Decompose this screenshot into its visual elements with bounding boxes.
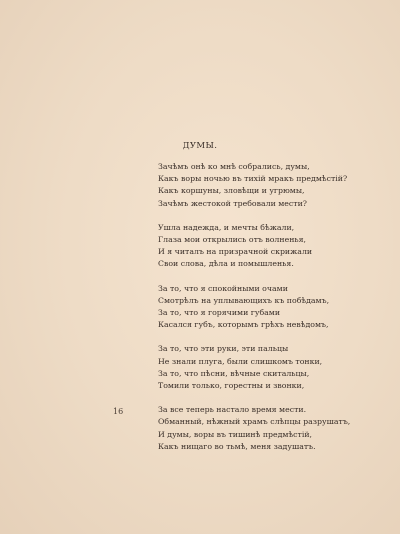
poem-line: Какъ коршуны, зловѣщи и угрюмы, [158, 186, 305, 196]
stanza-2 [158, 222, 388, 271]
stanza-3 [158, 283, 388, 332]
poem-line: И я читалъ на призрачной скрижали [158, 247, 313, 257]
poem-body [158, 161, 388, 453]
poem-line: Смотрѣлъ на уплывающихъ къ побѣдамъ, [158, 295, 330, 305]
poem-line: За то, что я горячими губами [158, 308, 281, 318]
stanza-4 [158, 343, 388, 392]
poem-line: Касался губъ, которымъ грѣхъ невѣдомъ, [158, 320, 329, 330]
poem-line: За то, что эти руки, эти пальцы [158, 344, 289, 354]
poem-line: Какъ воры ночью въ тихій мракъ предмѣстій? [158, 174, 348, 184]
poem-line: Какъ нищаго во тьмѣ, меня задушатъ. [158, 441, 316, 451]
poem-line: Обманный, нѣжный храмъ слѣпцы разрушатъ, [158, 417, 351, 427]
page-number: 16 [113, 407, 124, 416]
poem-line: За то, что пѣсни, вѣчные скитальцы, [158, 368, 310, 378]
poem-line: И думы, воры въ тишинѣ предмѣстій, [158, 429, 313, 439]
poem-line: Зачѣмъ онѣ ко мнѣ собрались, думы, [158, 162, 310, 171]
poem-title: ДУМЫ. [182, 141, 218, 151]
poem-line: Томили только, горестны и звонки, [158, 381, 305, 391]
poem-line: За все теперь настало время мести. [158, 405, 307, 415]
poem-line: Не знали плуга, были слишкомъ тонки, [158, 356, 323, 366]
stanza-5 [158, 404, 388, 453]
poem-line: Глаза мои открылись отъ волненья, [158, 235, 307, 245]
stanza-1 [158, 161, 388, 210]
poem-line: Ушла надежда, и мечты бѣжали, [158, 222, 295, 232]
poem-line: Свои слова, дѣла и помышленья. [158, 259, 294, 269]
poem-line: За то, что я спокойными очами [158, 283, 288, 293]
poem-line: Зачѣмъ жестокой требовали мести? [158, 198, 307, 208]
